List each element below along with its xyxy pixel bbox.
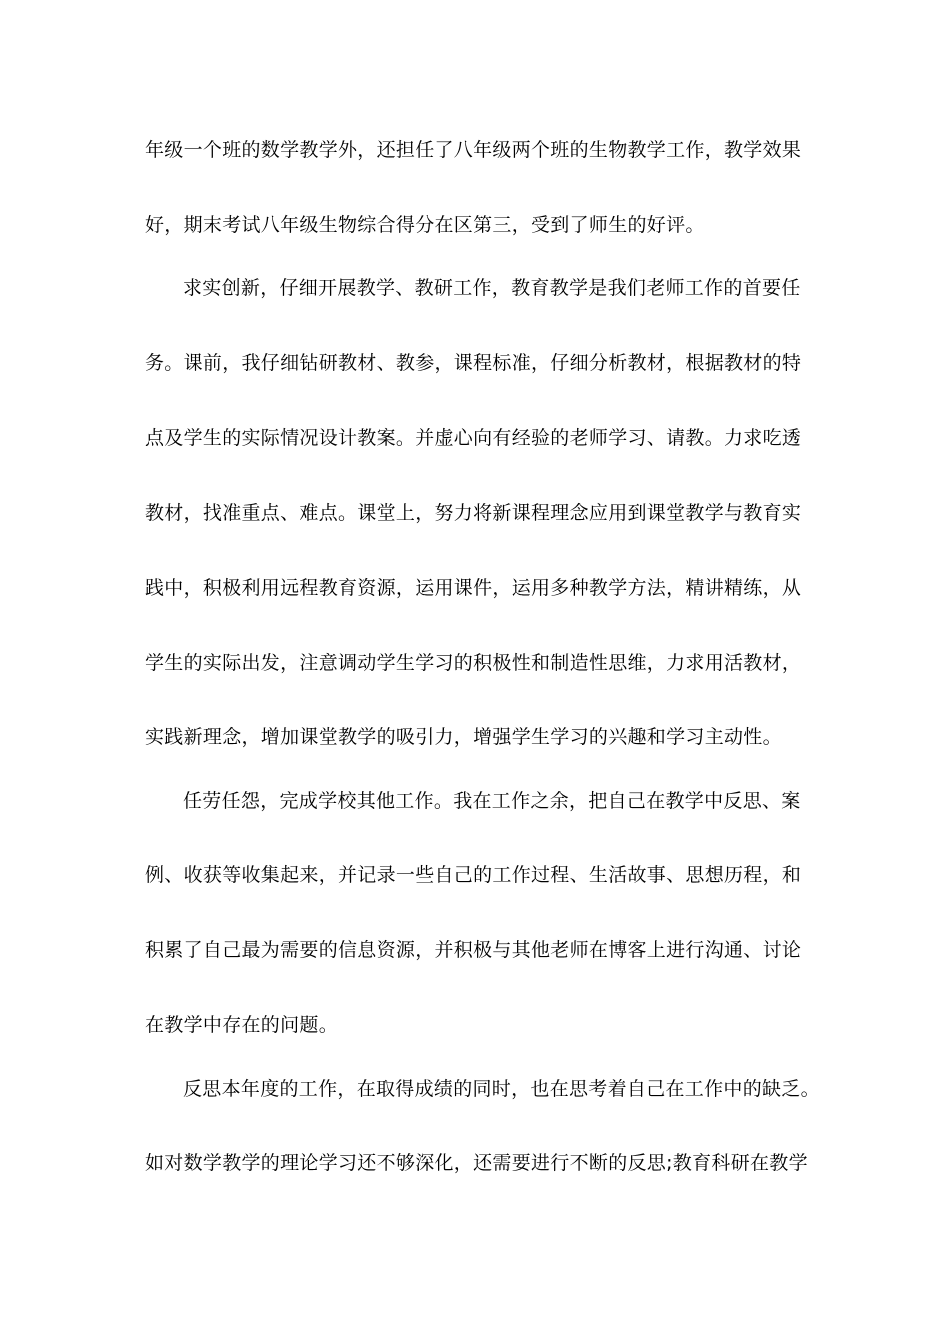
text-line-4: 务。课前，我仔细钻研教材、教参，课程标准，仔细分析教材，根据教材的特 [145,352,802,374]
text-line-5: 点及学生的实际情况设计教案。并虚心向有经验的老师学习、请教。力求吃透 [145,427,802,449]
text-line-12: 积累了自己最为需要的信息资源，并积极与其他老师在博客上进行沟通、讨论 [145,939,802,961]
text-line-8: 学生的实际出发，注意调动学生学习的积极性和制造性思维，力求用活教材， [145,652,802,674]
text-line-7: 践中，积极利用远程教育资源，运用课件，运用多种教学方法，精讲精练，从 [145,577,802,599]
text-line-13: 在教学中存在的问题。 [145,1014,339,1036]
text-line-6: 教材，找准重点、难点。课堂上，努力将新课程理念应用到课堂教学与教育实 [145,502,802,524]
text-line-9: 实践新理念，增加课堂教学的吸引力，增强学生学习的兴趣和学习主动性。 [145,726,782,748]
text-line-15: 如对数学教学的理论学习还不够深化，还需要进行不断的反思;教育科研在教学 [145,1152,808,1174]
text-line-1: 年级一个班的数学教学外，还担任了八年级两个班的生物教学工作，教学效果 [145,139,802,161]
paragraph-start-line-10: 任劳任怨，完成学校其他工作。我在工作之余，把自己在教学中反思、案 [183,790,801,812]
text-line-11: 例、收获等收集起来，并记录一些自己的工作过程、生活故事、思想历程，和 [145,864,802,886]
paragraph-start-line-14: 反思本年度的工作，在取得成绩的同时，也在思考着自己在工作中的缺乏。 [183,1078,820,1100]
text-line-2: 好，期末考试八年级生物综合得分在区第三，受到了师生的好评。 [145,214,705,236]
paragraph-start-line-3: 求实创新，仔细开展教学、教研工作，教育教学是我们老师工作的首要任 [183,277,801,299]
